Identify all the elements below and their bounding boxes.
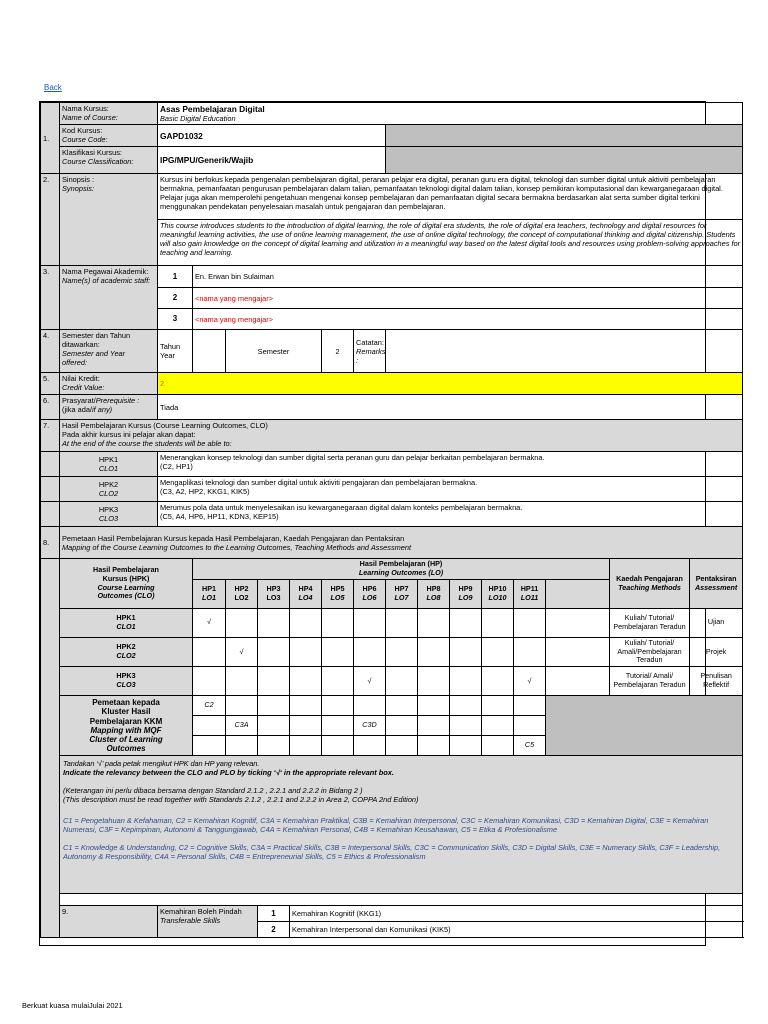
tick-cell: [290, 608, 322, 637]
mapping-notes: Tandakan ‘√’ pada petak mengikut HPK dan HP yang relevan. Indicate the relevancy between the CLO and PLO by ticking ‘√‘ in the appropriate relevant box. (Keterangan ini perlu dibaca bersama dengan Standard 2.1.2 , 2.2.1 and 2.2.2 in Bidang 2 ) (This description must be read together with Standards 2.1.2 , 2.2.1 and 2.2.2 in Area 2, COPPA 2nd Edition) C1 = Pengetahuan & Kefahaman, C2 = Kemahiran Kognitif, C3A = Kemahiran Praktikal, C3B = Kemahiran Interpersonal, C3C = Kemahiran Komunikasi, C3D = Kemahiran Digital, C3E = Kemahiran Numerasi, C3F = Kepimpinan, Autonomi & Tanggungjawab, C4A = Kemahiran Personal, C4B = Kemahiran Keusahawan, C5 = Etika & Profesionalisme C1 = Knowledge & Understanding, C2 = Cognitive Skills, C3A = Practical Skills, C3B = Interpersonal Skills, C3C = Communication Skills, C3D = Digital Skills, C3E = Numeracy Skills, C3F = Leadership, Autonomy & Responsibility, C4A = Personal Skills, C4B = Entrepreneurial Skills, C5 = Ethics & Professionalism: [60, 756, 743, 894]
mqf-cell: [418, 716, 450, 736]
mqf-legend-ms: C1 = Pengetahuan & Kefahaman, C2 = Kemahiran Kognitif, C3A = Kemahiran Praktikal, C3B = Kemahiran Interpersonal, C3C = Kemahiran Komunikasi, C3D = Kemahiran Digital, C3E = Kemahiran Numerasi, C3F = Kepimpinan, Autonomi & Tanggungjawab, C4A = Kemahiran Personal, C4B = Kemahiran Keusahawan, C5 = Etika & Profesionalisme: [63, 816, 709, 835]
course-class-filler: [386, 147, 743, 174]
tick-cell: [450, 608, 482, 637]
mqf-cell: [322, 716, 354, 736]
assessment-method: Penulisan Reflektif: [690, 667, 743, 696]
assessment-method: Ujian: [690, 608, 743, 637]
credit-value: 2: [158, 373, 743, 395]
mqf-cell: C5: [514, 736, 546, 756]
clo-header: Hasil Pembelajaran Kursus (Course Learning Outcomes, CLO) Pada akhir kursus ini pelajar akan dapat: At the end of the course the students will be able to:: [60, 420, 743, 452]
section-7-number: 7.: [41, 420, 60, 452]
section-3-number: 3.: [41, 266, 60, 330]
teaching-method: Tutorial/ Amali/ Pembelajaran Teradun: [610, 667, 690, 696]
course-code-filler: [386, 125, 743, 147]
credit-label: Nilai Kredit: Credit Value:: [60, 373, 158, 395]
prerequisite-value: Tiada: [158, 395, 743, 420]
mqf-cell: [226, 696, 258, 716]
section-9-number: 9.: [60, 906, 158, 938]
mqf-cell: [418, 696, 450, 716]
mqf-cell: C2: [193, 696, 226, 716]
mqf-cell: [322, 736, 354, 756]
clo-row-spacer: [41, 452, 60, 477]
staff-name: <nama yang mengajar>: [193, 309, 743, 330]
hp-header: HP3 LO3: [258, 579, 290, 608]
tick-cell: [450, 667, 482, 696]
mqf-cell: [354, 696, 386, 716]
clo-row-spacer: [41, 477, 60, 502]
course-document: [39, 101, 741, 946]
synopsis-en: This course introduces students to the introduction of digital learning, the role of digital era students, the role of digital era teachers, technology and digital resources for meaningful learning activities, the use of online learning management, the use of online digital technology, the concept of computational thinking and digital citizenship. Students will also gain knowledge on the concept of digital learning and utilization in a meaningful way based on the latest digital tools and resources using problem-solving approaches for teaching and learning.: [158, 220, 743, 266]
section-1-number: 1.: [41, 103, 60, 174]
course-name-value: Asas Pembelajaran Digital Basic Digital Education: [158, 103, 743, 125]
tick-cell: [193, 637, 226, 666]
mqf-mapping-label: Pemetaan kepada Kluster Hasil Pembelajaran KKM Mapping with MQF Cluster of Learning Outcomes: [60, 696, 193, 756]
course-class-value: IPG/MPU/Generik/Wajib: [158, 147, 386, 174]
year-value: [193, 330, 226, 373]
mqf-cell: [258, 696, 290, 716]
tick-cell: [418, 637, 450, 666]
mqf-cell: [386, 716, 418, 736]
tick-cell: [386, 608, 418, 637]
mapping-header: Pemetaan Hasil Pembelajaran Kursus kepada Hasil Pembelajaran, Kaedah Pengajaran dan Pentaksiran Mapping of the Course Learning Outcomes to the Learning Outcomes, Teaching Methods and Assessment: [60, 527, 743, 559]
hp-header: HP5 LO5: [322, 579, 354, 608]
tick-cell: √: [514, 667, 546, 696]
tick-cell: [193, 667, 226, 696]
tick-cell: [514, 637, 546, 666]
staff-number: 2: [158, 288, 193, 309]
hp-header: HP10 LO10: [482, 579, 514, 608]
mqf-cell: [514, 716, 546, 736]
mqf-cell: [354, 736, 386, 756]
mqf-cell: C3D: [354, 716, 386, 736]
mqf-cell: C3A: [226, 716, 258, 736]
tick-cell: [418, 667, 450, 696]
assessment-method: Projek: [690, 637, 743, 666]
tick-cell: [322, 637, 354, 666]
tick-cell: [482, 637, 514, 666]
hp-header: HP1 LO1: [193, 579, 226, 608]
staff-number: 3: [158, 309, 193, 330]
mqf-cell: [258, 736, 290, 756]
tick-filler: [546, 667, 610, 696]
hp-header: HP4 LO4: [290, 579, 322, 608]
hp-header: HP6 LO6: [354, 579, 386, 608]
mqf-cell: [290, 696, 322, 716]
course-code-value: GAPD1032: [158, 125, 386, 147]
tick-filler: [546, 637, 610, 666]
tick-cell: [258, 608, 290, 637]
skill-item: Kemahiran Kognitif (KKG1): [290, 906, 743, 922]
course-class-label: Klasifikasi Kursus: Course Classification:: [60, 147, 158, 174]
tick-cell: [354, 608, 386, 637]
mqf-cell: [193, 736, 226, 756]
clo-description: Merumus pola data untuk menyelesaikan isu kewarganegaraan digital dalam konteks pembelajaran bermakna. (C5, A4, HP6, HP11, KDN3, KEP15): [158, 502, 743, 527]
mqf-cell: [450, 716, 482, 736]
mqf-cell: [482, 696, 514, 716]
tick-cell: [386, 667, 418, 696]
mqf-cell: [386, 696, 418, 716]
remarks-value: [386, 330, 743, 373]
mapping-row-label: HPK2 CLO2: [60, 637, 193, 666]
mapping-row-label: HPK3 CLO3: [60, 667, 193, 696]
mqf-cell: [386, 736, 418, 756]
mqf-cell: [290, 736, 322, 756]
semester-label: Semester dan Tahun ditawarkan: Semester and Year offered:: [60, 330, 158, 373]
tick-cell: [418, 608, 450, 637]
synopsis-ms: Kursus ini berfokus kepada pengenalan pembelajaran digital, peranan pelajar era digital, peranan guru era digital, teknologi dan sumber digital untuk aktiviti pembelajaran bermakna, pemanfaatan pengurusan pembelajaran dalam talian, pemanfaatan teknologi digital dalam talian, konsep pemikiran komputasional dan kewarganegaraan digital. Pelajar juga akan memperolehi pengetahuan mengenai konsep pembelajaran dan pemanfaatan digital secara bermakna berdasarkan alat serta sumber digital terkini menggunakan pendekatan penyelesaian masalah untuk pengajaran dan pembelajaran.: [158, 174, 743, 220]
assessment-header: Pentaksiran Assessment: [690, 559, 743, 609]
mqf-cell: [482, 716, 514, 736]
clo-id: HPK2 CLO2: [60, 477, 158, 502]
teaching-method: Kuliah/ Tutorial/ Pembelajaran Teradun: [610, 608, 690, 637]
section-2-number: 2.: [41, 174, 60, 266]
tick-cell: [290, 637, 322, 666]
tick-cell: [450, 637, 482, 666]
clo-description: Mengaplikasi teknologi dan sumber digital untuk aktiviti pengajaran dan pembelajaran bermakna. (C3, A2, HP2, KKG1, KIK5): [158, 477, 743, 502]
course-info-table: [40, 102, 743, 938]
staff-name: <nama yang mengajar>: [193, 288, 743, 309]
prerequisite-label: Prasyarat/Prerequisite : (jika ada/if any): [60, 395, 158, 420]
tick-cell: [514, 608, 546, 637]
transferable-skills-label: Kemahiran Boleh Pindah Transferable Skills: [158, 906, 258, 938]
mqf-cell: [322, 696, 354, 716]
tick-cell: √: [354, 667, 386, 696]
mqf-cell: [226, 736, 258, 756]
section-4-number: 4.: [41, 330, 60, 373]
tick-cell: [322, 608, 354, 637]
hp-header: HP2 LO2: [226, 579, 258, 608]
remarks-label: Catatan: Remarks :: [354, 330, 386, 373]
mapping-row-label: HPK1 CLO1: [60, 608, 193, 637]
tick-cell: √: [226, 637, 258, 666]
mqf-filler: [546, 696, 743, 756]
synopsis-label: Sinopsis : Synopsis:: [60, 174, 158, 266]
clo-id: HPK1 CLO1: [60, 452, 158, 477]
hp-header-filler: [546, 579, 610, 608]
clo-row-spacer: [41, 502, 60, 527]
semester-label-cell: Semester: [226, 330, 322, 373]
tick-cell: [258, 667, 290, 696]
hp-header: HP7 LO7: [386, 579, 418, 608]
mqf-cell: [482, 736, 514, 756]
skill-number: 2: [258, 922, 290, 938]
tick-cell: [290, 667, 322, 696]
mqf-cell: [290, 716, 322, 736]
mqf-legend-en: C1 = Knowledge & Understanding, C2 = Cognitive Skills, C3A = Practical Skills, C3B = Interpersonal Skills, C3C = Communication Skills, C3D = Digital Skills, C3E = Numeracy Skills, C3F = Leadership, Autonomy & Responsibility, C4A = Personal Skills, C4B = Entrepreneurial Skills, C5 = Ethics & Professionalism: [63, 843, 721, 862]
semester-value: 2: [322, 330, 354, 373]
tick-cell: [482, 608, 514, 637]
mqf-cell: [450, 736, 482, 756]
tick-cell: [258, 637, 290, 666]
year-label: Tahun Year: [158, 330, 193, 373]
tick-cell: √: [193, 608, 226, 637]
hp-column-header: Hasil Pembelajaran (HP) Learning Outcomes (LO): [193, 559, 610, 580]
hp-header: HP9 LO9: [450, 579, 482, 608]
mqf-cell: [450, 696, 482, 716]
staff-number: 1: [158, 266, 193, 288]
skill-item: Kemahiran Interpersonal dan Komunikasi (KIK5): [290, 922, 743, 938]
mqf-cell: [193, 716, 226, 736]
clo-id: HPK3 CLO3: [60, 502, 158, 527]
section-8-spacer: [41, 559, 60, 938]
tick-cell: [482, 667, 514, 696]
tick-filler: [546, 608, 610, 637]
tick-cell: [386, 637, 418, 666]
mqf-cell: [258, 716, 290, 736]
staff-label: Nama Pegawai Akademik: Name(s) of academic staff:: [60, 266, 158, 330]
hp-header: HP8 LO8: [418, 579, 450, 608]
hpk-column-header: Hasil Pembelajaran Kursus (HPK) Course Learning Outcomes (CLO): [60, 559, 193, 609]
course-code-label: Kod Kursus: Course Code:: [60, 125, 158, 147]
section-8-number: 8.: [41, 527, 60, 559]
skill-number: 1: [258, 906, 290, 922]
tick-cell: [226, 608, 258, 637]
staff-name: En. Erwan bin Sulaiman: [193, 266, 743, 288]
section-5-number: 5.: [41, 373, 60, 395]
tick-cell: [226, 667, 258, 696]
tick-cell: [354, 637, 386, 666]
back-link[interactable]: Back: [44, 83, 62, 92]
section-6-number: 6.: [41, 395, 60, 420]
hp-header: HP11 LO11: [514, 579, 546, 608]
teaching-methods-header: Kaedah Pengajaran Teaching Methods: [610, 559, 690, 609]
mqf-cell: [514, 696, 546, 716]
mqf-cell: [418, 736, 450, 756]
section-8-gap: [60, 894, 743, 906]
clo-description: Menerangkan konsep teknologi dan sumber digital serta peranan guru dan pelajar berkaitan pembelajaran bermakna. (C2, HP1): [158, 452, 743, 477]
course-name-label: Nama Kursus: Name of Course:: [60, 103, 158, 125]
footer-effective-date: Berkuat kuasa mulaiJulai 2021: [22, 1001, 123, 1010]
teaching-method: Kuliah/ Tutorial/ Amali/Pembelajaran Teradun: [610, 637, 690, 666]
tick-cell: [322, 667, 354, 696]
